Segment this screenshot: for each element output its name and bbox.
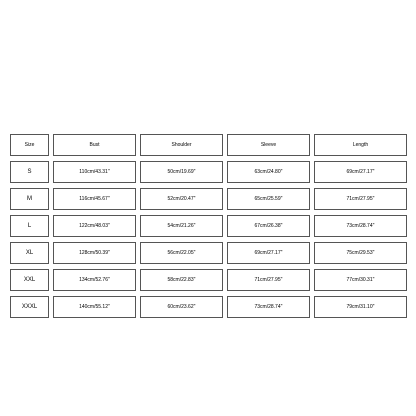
cell-sleeve: 71cm/27.95'' [228,270,310,291]
cell-bust: 134cm/52.76'' [54,270,136,291]
header-shoulder: Shoulder [141,135,223,156]
cell-bust: 128cm/50.39'' [54,243,136,264]
size-chart-table [10,134,407,318]
cell-size: M [11,189,49,210]
cell-shoulder: 60cm/23.62'' [141,297,223,318]
cell-size: XXXL [11,297,49,318]
cell-shoulder: 50cm/19.69'' [141,162,223,183]
cell-bust: 110cm/43.31'' [54,162,136,183]
cell-size: XL [11,243,49,264]
cell-bust: 116cm/45.67'' [54,189,136,210]
cell-shoulder: 52cm/20.47'' [141,189,223,210]
cell-length: 75cm/29.53'' [315,243,407,264]
table-row [11,297,407,318]
header-size: Size [11,135,49,156]
cell-size: XXL [11,270,49,291]
table-row [11,189,407,210]
table-header-row [11,135,407,156]
cell-sleeve: 67cm/26.38'' [228,216,310,237]
table-row [11,243,407,264]
table-row [11,216,407,237]
size-chart-body [11,135,407,318]
header-bust: Bust [54,135,136,156]
cell-sleeve: 65cm/25.59'' [228,189,310,210]
cell-length: 69cm/27.17'' [315,162,407,183]
table-row [11,162,407,183]
cell-bust: 140cm/55.12'' [54,297,136,318]
cell-bust: 122cm/48.03'' [54,216,136,237]
table-row [11,270,407,291]
header-sleeve: Sleeve [228,135,310,156]
cell-length: 71cm/27.95'' [315,189,407,210]
cell-shoulder: 54cm/21.26'' [141,216,223,237]
cell-shoulder: 58cm/22.83'' [141,270,223,291]
cell-size: L [11,216,49,237]
cell-length: 73cm/28.74'' [315,216,407,237]
cell-sleeve: 69cm/27.17'' [228,243,310,264]
cell-length: 77cm/30.31'' [315,270,407,291]
cell-size: S [11,162,49,183]
cell-sleeve: 63cm/24.80'' [228,162,310,183]
cell-sleeve: 73cm/28.74'' [228,297,310,318]
header-length: Length [315,135,407,156]
cell-shoulder: 56cm/22.05'' [141,243,223,264]
cell-length: 79cm/31.10'' [315,297,407,318]
